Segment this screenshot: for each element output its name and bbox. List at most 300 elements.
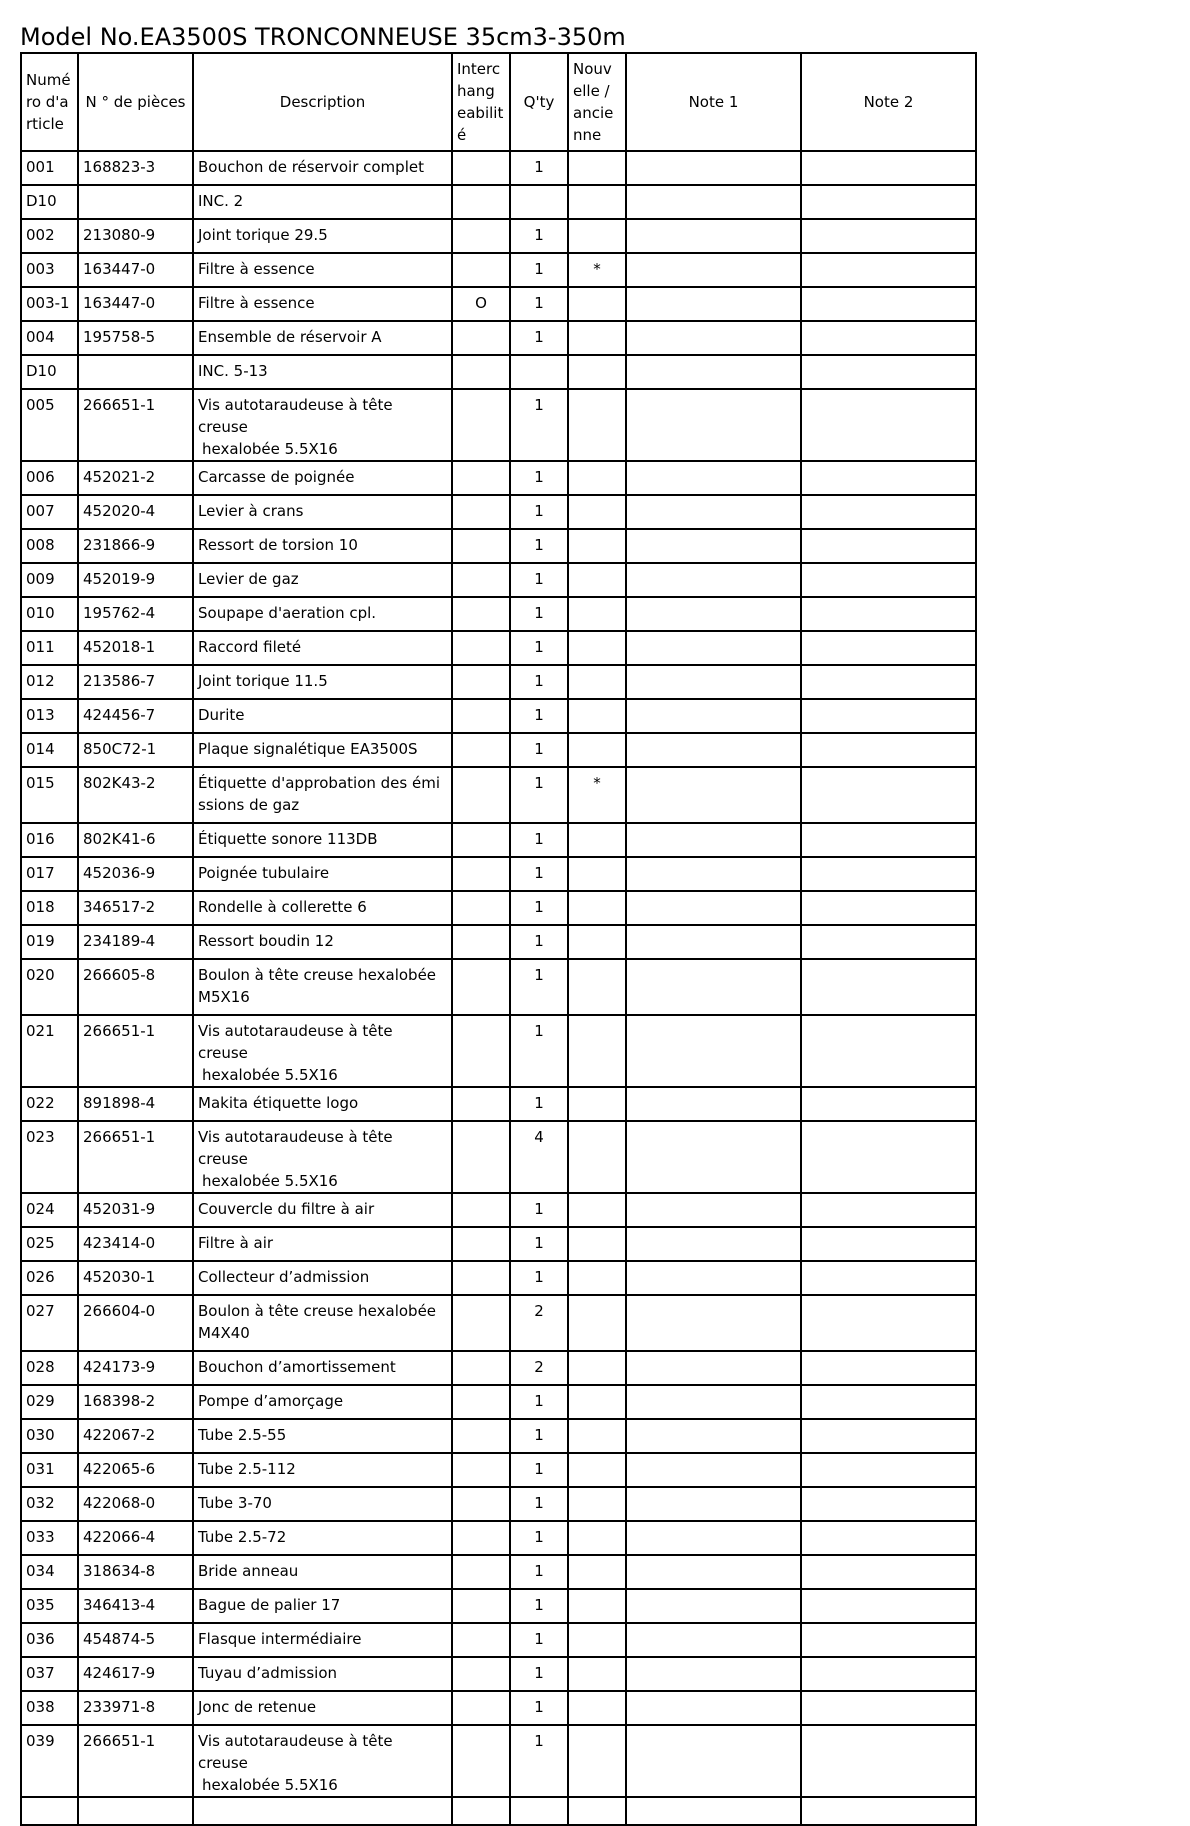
interchangeability-cell <box>452 959 510 1015</box>
note2-cell <box>801 1121 976 1193</box>
item-number-cell: 003 <box>21 253 78 287</box>
header-new-old: Nouv elle / ancie nne <box>568 53 626 151</box>
description-cell <box>193 389 452 461</box>
note1-cell <box>626 1419 801 1453</box>
quantity-cell: 1 <box>510 1419 568 1453</box>
interchangeability-cell <box>452 1295 510 1351</box>
note1-cell <box>626 529 801 563</box>
quantity-cell: 1 <box>510 321 568 355</box>
description-cell <box>193 1521 452 1555</box>
quantity-cell: 2 <box>510 1351 568 1385</box>
new-old-cell <box>568 959 626 1015</box>
interchangeability-cell <box>452 1521 510 1555</box>
description-cell <box>193 1121 452 1193</box>
note2-cell <box>801 1193 976 1227</box>
note1-cell <box>626 321 801 355</box>
part-number-cell <box>78 185 193 219</box>
part-number-cell <box>78 1797 193 1825</box>
description-line: Ensemble de réservoir A <box>198 328 382 346</box>
table-row <box>21 1261 976 1295</box>
description-line: Tube 2.5-55 <box>198 1426 287 1444</box>
interchangeability-cell <box>452 1725 510 1797</box>
quantity-cell: 1 <box>510 1691 568 1725</box>
new-old-cell <box>568 219 626 253</box>
note2-cell <box>801 495 976 529</box>
new-old-cell <box>568 1419 626 1453</box>
note1-cell <box>626 389 801 461</box>
part-number-cell: 234189-4 <box>78 925 193 959</box>
table-row <box>21 1521 976 1555</box>
note1-cell <box>626 355 801 389</box>
part-number-cell: 195758-5 <box>78 321 193 355</box>
note2-cell <box>801 1589 976 1623</box>
interchangeability-cell <box>452 185 510 219</box>
description-cell <box>193 925 452 959</box>
interchangeability-cell <box>452 925 510 959</box>
interchangeability-cell <box>452 563 510 597</box>
description-cell <box>193 355 452 389</box>
note2-cell <box>801 699 976 733</box>
description-line: Couvercle du filtre à air <box>198 1200 375 1218</box>
part-number-cell: 423414-0 <box>78 1227 193 1261</box>
description-line: Joint torique 11.5 <box>198 672 328 690</box>
table-row <box>21 959 976 1015</box>
new-old-cell <box>568 1193 626 1227</box>
table-row <box>21 1121 976 1193</box>
note1-cell <box>626 891 801 925</box>
note1-cell <box>626 219 801 253</box>
note1-cell <box>626 665 801 699</box>
description-line: Tube 2.5-112 <box>198 1460 296 1478</box>
interchangeability-cell <box>452 461 510 495</box>
new-old-cell <box>568 287 626 321</box>
description-cell <box>193 461 452 495</box>
interchangeability-cell <box>452 1487 510 1521</box>
part-number-cell: 452036-9 <box>78 857 193 891</box>
part-number-cell: 231866-9 <box>78 529 193 563</box>
item-number-cell: 016 <box>21 823 78 857</box>
description-line: M4X40 <box>198 1324 250 1342</box>
new-old-cell <box>568 1555 626 1589</box>
description-cell <box>193 1227 452 1261</box>
note1-cell <box>626 1227 801 1261</box>
note2-cell <box>801 389 976 461</box>
part-number-cell: 422066-4 <box>78 1521 193 1555</box>
part-number-cell: 346413-4 <box>78 1589 193 1623</box>
item-number-cell: 008 <box>21 529 78 563</box>
note1-cell <box>626 1121 801 1193</box>
note2-cell <box>801 1351 976 1385</box>
part-number-cell: 452019-9 <box>78 563 193 597</box>
part-number-cell: 266651-1 <box>78 389 193 461</box>
quantity-cell <box>510 1797 568 1825</box>
item-number-cell: 005 <box>21 389 78 461</box>
table-row <box>21 1487 976 1521</box>
description-line: Flasque intermédiaire <box>198 1630 362 1648</box>
item-number-cell: 024 <box>21 1193 78 1227</box>
new-old-cell <box>568 1121 626 1193</box>
description-cell <box>193 1193 452 1227</box>
description-line: Filtre à essence <box>198 294 315 312</box>
quantity-cell: 1 <box>510 1087 568 1121</box>
new-old-cell <box>568 733 626 767</box>
description-cell <box>193 1657 452 1691</box>
header-item-no: Numé ro d'a rticle <box>21 53 78 151</box>
table-row <box>21 699 976 733</box>
description-line: Ressort boudin 12 <box>198 932 334 950</box>
part-number-cell <box>78 355 193 389</box>
new-old-cell <box>568 321 626 355</box>
description-line: hexalobée 5.5X16 <box>202 1172 338 1190</box>
part-number-cell: 422067-2 <box>78 1419 193 1453</box>
part-number-cell: 424617-9 <box>78 1657 193 1691</box>
note1-cell <box>626 699 801 733</box>
description-cell <box>193 1087 452 1121</box>
part-number-cell: 213080-9 <box>78 219 193 253</box>
note1-cell <box>626 185 801 219</box>
note2-cell <box>801 767 976 823</box>
new-old-cell <box>568 1521 626 1555</box>
item-number-cell: 030 <box>21 1419 78 1453</box>
part-number-cell: 452021-2 <box>78 461 193 495</box>
table-row <box>21 389 976 461</box>
description-line: INC. 5-13 <box>198 362 268 380</box>
note2-cell <box>801 219 976 253</box>
table-row <box>21 321 976 355</box>
new-old-cell <box>568 631 626 665</box>
table-row <box>21 1691 976 1725</box>
part-number-cell: 802K43-2 <box>78 767 193 823</box>
description-cell <box>193 767 452 823</box>
description-line: hexalobée 5.5X16 <box>202 1776 338 1794</box>
table-row <box>21 767 976 823</box>
note2-cell <box>801 1521 976 1555</box>
table-row <box>21 891 976 925</box>
part-number-cell: 195762-4 <box>78 597 193 631</box>
note2-cell <box>801 1087 976 1121</box>
description-line: Poignée tubulaire <box>198 864 330 882</box>
table-row <box>21 1295 976 1351</box>
item-number-cell: 036 <box>21 1623 78 1657</box>
description-cell <box>193 1589 452 1623</box>
note2-cell <box>801 287 976 321</box>
quantity-cell: 1 <box>510 1555 568 1589</box>
header-note2: Note 2 <box>801 53 976 151</box>
table-row <box>21 925 976 959</box>
table-row <box>21 185 976 219</box>
note1-cell <box>626 767 801 823</box>
description-line: Boulon à tête creuse hexalobée <box>198 966 437 984</box>
table-row <box>21 563 976 597</box>
interchangeability-cell <box>452 1623 510 1657</box>
item-number-cell: 018 <box>21 891 78 925</box>
new-old-cell <box>568 1385 626 1419</box>
new-old-cell <box>568 461 626 495</box>
note2-cell <box>801 959 976 1015</box>
new-old-cell <box>568 1623 626 1657</box>
item-number-cell: 004 <box>21 321 78 355</box>
description-cell <box>193 959 452 1015</box>
note1-cell <box>626 1261 801 1295</box>
note1-cell <box>626 959 801 1015</box>
note1-cell <box>626 857 801 891</box>
quantity-cell: 4 <box>510 1121 568 1193</box>
quantity-cell: 1 <box>510 665 568 699</box>
quantity-cell: 1 <box>510 563 568 597</box>
table-row <box>21 151 976 185</box>
note2-cell <box>801 925 976 959</box>
item-number-cell: 013 <box>21 699 78 733</box>
note1-cell <box>626 1385 801 1419</box>
item-number-cell: 038 <box>21 1691 78 1725</box>
description-line: Bague de palier 17 <box>198 1596 341 1614</box>
description-cell <box>193 253 452 287</box>
note1-cell <box>626 1087 801 1121</box>
description-cell <box>193 1453 452 1487</box>
description-line: hexalobée 5.5X16 <box>202 1066 338 1084</box>
interchangeability-cell <box>452 1453 510 1487</box>
header-interchangeability: Interc hang eabilit é <box>452 53 510 151</box>
quantity-cell: 1 <box>510 461 568 495</box>
quantity-cell: 1 <box>510 287 568 321</box>
table-row <box>21 733 976 767</box>
note2-cell <box>801 355 976 389</box>
note1-cell <box>626 1193 801 1227</box>
note2-cell <box>801 1261 976 1295</box>
note2-cell <box>801 597 976 631</box>
note2-cell <box>801 1453 976 1487</box>
part-number-cell: 424456-7 <box>78 699 193 733</box>
item-number-cell: 022 <box>21 1087 78 1121</box>
note1-cell <box>626 1623 801 1657</box>
note1-cell <box>626 253 801 287</box>
quantity-cell: 1 <box>510 857 568 891</box>
part-number-cell: 454874-5 <box>78 1623 193 1657</box>
item-number-cell: 010 <box>21 597 78 631</box>
description-cell <box>193 1691 452 1725</box>
item-number-cell: 034 <box>21 1555 78 1589</box>
note1-cell <box>626 287 801 321</box>
part-number-cell: 266651-1 <box>78 1725 193 1797</box>
note2-cell <box>801 631 976 665</box>
quantity-cell: 1 <box>510 495 568 529</box>
part-number-cell: 168823-3 <box>78 151 193 185</box>
description-line: hexalobée 5.5X16 <box>202 440 338 458</box>
table-row <box>21 1589 976 1623</box>
description-cell <box>193 1555 452 1589</box>
quantity-cell: 1 <box>510 219 568 253</box>
part-number-cell: 266651-1 <box>78 1015 193 1087</box>
quantity-cell: 1 <box>510 597 568 631</box>
description-line: Vis autotaraudeuse à tête creuse <box>198 1732 393 1772</box>
table-row <box>21 823 976 857</box>
part-number-cell: 452020-4 <box>78 495 193 529</box>
note1-cell <box>626 563 801 597</box>
table-row <box>21 1657 976 1691</box>
note1-cell <box>626 1797 801 1825</box>
description-line: Étiquette sonore 113DB <box>198 830 378 848</box>
item-number-cell: 019 <box>21 925 78 959</box>
item-number-cell: 033 <box>21 1521 78 1555</box>
part-number-cell: 850C72-1 <box>78 733 193 767</box>
description-line: Vis autotaraudeuse à tête creuse <box>198 396 393 436</box>
table-row <box>21 287 976 321</box>
new-old-cell <box>568 1227 626 1261</box>
note2-cell <box>801 1725 976 1797</box>
item-number-cell: 029 <box>21 1385 78 1419</box>
item-number-cell: 001 <box>21 151 78 185</box>
table-row <box>21 1623 976 1657</box>
note1-cell <box>626 1295 801 1351</box>
new-old-cell <box>568 1261 626 1295</box>
new-old-cell <box>568 185 626 219</box>
item-number-cell: D10 <box>21 355 78 389</box>
table-row <box>21 1227 976 1261</box>
description-cell <box>193 1797 452 1825</box>
new-old-cell <box>568 529 626 563</box>
quantity-cell: 1 <box>510 767 568 823</box>
item-number-cell: 003-1 <box>21 287 78 321</box>
note2-cell <box>801 185 976 219</box>
item-number-cell: 017 <box>21 857 78 891</box>
note1-cell <box>626 151 801 185</box>
part-number-cell: 452018-1 <box>78 631 193 665</box>
quantity-cell: 1 <box>510 631 568 665</box>
new-old-cell <box>568 355 626 389</box>
description-line: Durite <box>198 706 245 724</box>
interchangeability-cell <box>452 1385 510 1419</box>
new-old-cell <box>568 1453 626 1487</box>
description-cell <box>193 733 452 767</box>
table-row <box>21 219 976 253</box>
new-old-cell <box>568 1015 626 1087</box>
note2-cell <box>801 1227 976 1261</box>
interchangeability-cell <box>452 1589 510 1623</box>
item-number-cell: 039 <box>21 1725 78 1797</box>
description-line: M5X16 <box>198 988 250 1006</box>
description-cell <box>193 1385 452 1419</box>
interchangeability-cell <box>452 1691 510 1725</box>
interchangeability-cell <box>452 1555 510 1589</box>
quantity-cell: 1 <box>510 389 568 461</box>
quantity-cell: 1 <box>510 529 568 563</box>
note1-cell <box>626 1015 801 1087</box>
note2-cell <box>801 321 976 355</box>
new-old-cell <box>568 857 626 891</box>
description-line: Plaque signalétique EA3500S <box>198 740 418 758</box>
interchangeability-cell <box>452 1797 510 1825</box>
note2-cell <box>801 1487 976 1521</box>
interchangeability-cell <box>452 1121 510 1193</box>
item-number-cell: 037 <box>21 1657 78 1691</box>
item-number-cell: 031 <box>21 1453 78 1487</box>
interchangeability-cell: O <box>452 287 510 321</box>
quantity-cell: 1 <box>510 253 568 287</box>
description-cell <box>193 1295 452 1351</box>
table-row <box>21 1385 976 1419</box>
note2-cell <box>801 563 976 597</box>
quantity-cell: 1 <box>510 151 568 185</box>
note1-cell <box>626 1453 801 1487</box>
note2-cell <box>801 461 976 495</box>
description-cell <box>193 185 452 219</box>
description-cell <box>193 597 452 631</box>
new-old-cell <box>568 1691 626 1725</box>
note2-cell <box>801 1295 976 1351</box>
part-number-cell: 168398-2 <box>78 1385 193 1419</box>
new-old-cell <box>568 495 626 529</box>
part-number-cell: 452031-9 <box>78 1193 193 1227</box>
part-number-cell: 266605-8 <box>78 959 193 1015</box>
description-line: ssions de gaz <box>198 796 300 814</box>
item-number-cell: 025 <box>21 1227 78 1261</box>
part-number-cell: 452030-1 <box>78 1261 193 1295</box>
description-cell <box>193 495 452 529</box>
new-old-cell <box>568 925 626 959</box>
new-old-cell <box>568 597 626 631</box>
note1-cell <box>626 925 801 959</box>
item-number-cell <box>21 1797 78 1825</box>
header-part-no: N ° de pièces <box>78 53 193 151</box>
description-line: Vis autotaraudeuse à tête creuse <box>198 1022 393 1062</box>
table-row <box>21 631 976 665</box>
description-line: Filtre à air <box>198 1234 274 1252</box>
quantity-cell: 1 <box>510 1623 568 1657</box>
description-line: Bride anneau <box>198 1562 299 1580</box>
quantity-cell: 1 <box>510 959 568 1015</box>
note2-cell <box>801 529 976 563</box>
description-line: Jonc de retenue <box>198 1698 317 1716</box>
new-old-cell <box>568 1087 626 1121</box>
quantity-cell <box>510 185 568 219</box>
part-number-cell: 266651-1 <box>78 1121 193 1193</box>
quantity-cell: 1 <box>510 1487 568 1521</box>
quantity-cell: 2 <box>510 1295 568 1351</box>
header-description: Description <box>193 53 452 151</box>
item-number-cell: 032 <box>21 1487 78 1521</box>
note2-cell <box>801 1555 976 1589</box>
table-row <box>21 1193 976 1227</box>
part-number-cell: 213586-7 <box>78 665 193 699</box>
description-line: Pompe d’amorçage <box>198 1392 344 1410</box>
new-old-cell <box>568 151 626 185</box>
description-line: Tube 3-70 <box>198 1494 272 1512</box>
quantity-cell: 1 <box>510 1385 568 1419</box>
quantity-cell: 1 <box>510 1261 568 1295</box>
note1-cell <box>626 1555 801 1589</box>
table-row <box>21 1797 976 1825</box>
quantity-cell: 1 <box>510 1657 568 1691</box>
interchangeability-cell <box>452 857 510 891</box>
quantity-cell: 1 <box>510 1521 568 1555</box>
interchangeability-cell <box>452 823 510 857</box>
quantity-cell: 1 <box>510 823 568 857</box>
part-number-cell: 424173-9 <box>78 1351 193 1385</box>
part-number-cell: 266604-0 <box>78 1295 193 1351</box>
interchangeability-cell <box>452 219 510 253</box>
description-line: Tube 2.5-72 <box>198 1528 287 1546</box>
quantity-cell: 1 <box>510 1015 568 1087</box>
new-old-cell <box>568 1351 626 1385</box>
part-number-cell: 163447-0 <box>78 287 193 321</box>
note2-cell <box>801 857 976 891</box>
description-line: Vis autotaraudeuse à tête creuse <box>198 1128 393 1168</box>
description-cell <box>193 665 452 699</box>
item-number-cell: 035 <box>21 1589 78 1623</box>
interchangeability-cell <box>452 1419 510 1453</box>
note1-cell <box>626 823 801 857</box>
interchangeability-cell <box>452 1261 510 1295</box>
